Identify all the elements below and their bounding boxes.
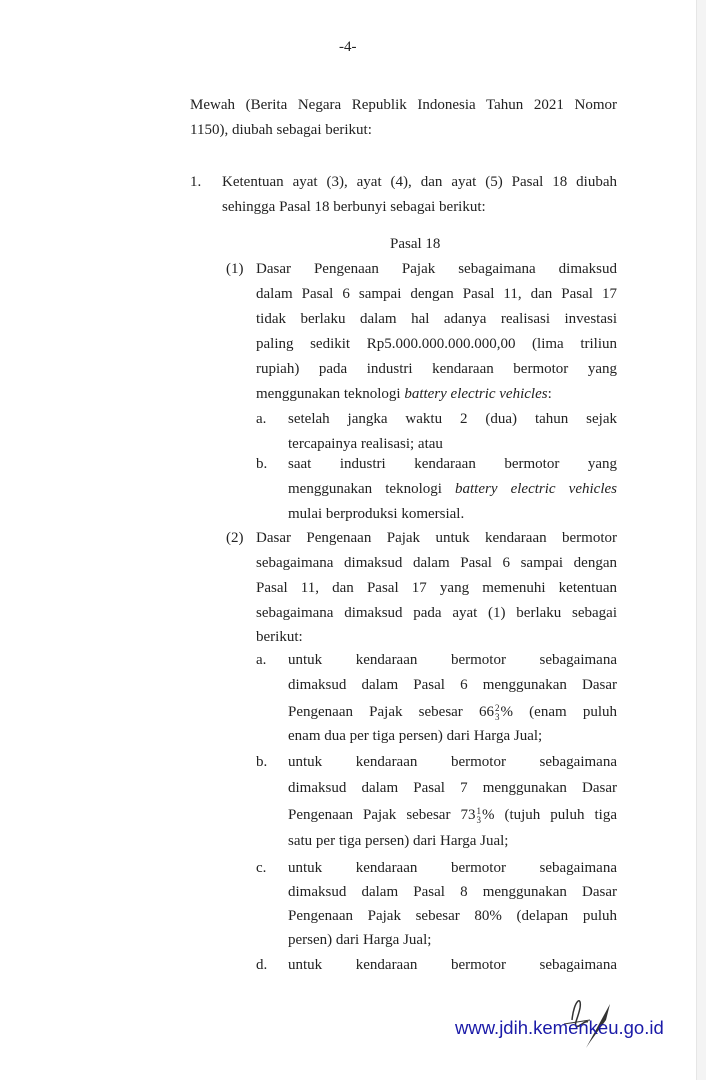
- fraction-den: 3: [495, 711, 500, 722]
- text-segment: dalam Pasal 6 sampai dengan Pasal 11, dan Pasal 17: [256, 286, 617, 302]
- text-line: [256, 579, 617, 597]
- page-number: -4-: [339, 39, 357, 55]
- text-line: [226, 260, 244, 278]
- text-segment: untuk kendaraan bermotor sebagaimana: [288, 860, 617, 876]
- text-line: [256, 385, 552, 403]
- text-segment: d.: [256, 957, 268, 973]
- text-line: [288, 779, 617, 797]
- fraction: [476, 807, 481, 825]
- text-line: [288, 806, 617, 825]
- text-line: [190, 96, 617, 114]
- text-line: [288, 505, 464, 523]
- text-segment: a.: [256, 411, 267, 427]
- text-line: [222, 198, 486, 216]
- text-segment: persen) dari Harga Jual;: [288, 932, 432, 948]
- text-line: [256, 651, 266, 669]
- text-segment: rupiah) pada industri kendaraan bermotor yang: [256, 361, 617, 377]
- text-line: [288, 753, 617, 771]
- text-line: [256, 455, 267, 473]
- text-segment: berikut:: [256, 629, 303, 645]
- text-line: [256, 604, 617, 622]
- text-segment: dimaksud dalam Pasal 6 menggunakan Dasar: [288, 677, 617, 693]
- text-line: [288, 480, 617, 498]
- text-segment: % (tujuh puluh tiga: [481, 807, 617, 823]
- text-line: [288, 727, 542, 745]
- fraction: [495, 704, 500, 722]
- text-segment: tidak berlaku dalam hal adanya realisasi investasi: [256, 311, 617, 327]
- text-line: [256, 310, 617, 328]
- text-line: [390, 235, 440, 253]
- text-segment: sebagaimana dimaksud dalam Pasal 6 sampai dengan: [256, 555, 617, 571]
- text-line: [288, 883, 617, 901]
- text-segment: mulai berproduksi komersial.: [288, 506, 465, 522]
- text-segment: untuk kendaraan bermotor sebagaimana: [288, 754, 617, 770]
- text-line: [288, 410, 617, 428]
- text-segment: :: [547, 386, 552, 402]
- text-segment: sebagaimana dimaksud pada ayat (1) berlaku sebagai: [256, 605, 617, 621]
- text-segment: Dasar Pengenaan Pajak untuk kendaraan bermotor: [256, 530, 617, 546]
- italic-term: battery electric vehicles: [404, 386, 548, 402]
- text-segment: menggunakan teknologi: [256, 386, 405, 402]
- text-segment: 1.: [190, 174, 202, 190]
- fraction-num: 1: [476, 805, 481, 816]
- text-line: [222, 173, 617, 191]
- text-segment: paling sedikit Rp5.000.000.000.000,00 (lima triliun: [256, 336, 617, 352]
- text-segment: dimaksud dalam Pasal 7 menggunakan Dasar: [288, 780, 617, 796]
- text-segment: (2): [226, 530, 244, 546]
- text-segment: Pasal 18: [390, 236, 441, 252]
- text-segment: b.: [256, 456, 268, 472]
- text-segment: Pengenaan Pajak sebesar 80% (delapan puluh: [288, 908, 617, 924]
- text-segment: setelah jangka waktu 2 (dua) tahun sejak: [288, 411, 617, 427]
- text-segment: a.: [256, 652, 267, 668]
- text-segment: untuk kendaraan bermotor sebagaimana: [288, 957, 617, 973]
- text-line: [256, 285, 617, 303]
- text-line: [288, 703, 617, 722]
- text-line: [256, 360, 617, 378]
- text-segment: c.: [256, 860, 267, 876]
- text-line: [256, 859, 266, 877]
- text-line: [288, 832, 508, 850]
- text-line: [288, 651, 617, 669]
- text-line: [256, 260, 617, 278]
- text-line: [256, 554, 617, 572]
- text-segment: Pengenaan Pajak sebesar 66: [288, 704, 494, 720]
- text-segment: Pasal 11, dan Pasal 17 yang memenuhi ketentuan: [256, 580, 617, 596]
- text-segment: sehingga Pasal 18 berbunyi sebagai berikut:: [222, 199, 486, 215]
- text-segment: b.: [256, 754, 268, 770]
- text-segment: Mewah (Berita Negara Republik Indonesia Tahun 2021 Nomor: [190, 97, 617, 113]
- text-line: [256, 628, 303, 646]
- text-segment: saat industri kendaraan bermotor yang: [288, 456, 617, 472]
- text-line: [288, 435, 443, 453]
- text-segment: menggunakan teknologi: [288, 481, 456, 497]
- text-segment: untuk kendaraan bermotor sebagaimana: [288, 652, 617, 668]
- text-line: [190, 121, 372, 139]
- fraction-den: 3: [476, 814, 481, 825]
- text-line: [256, 529, 617, 547]
- text-segment: enam dua per tiga persen) dari Harga Jual;: [288, 728, 543, 744]
- text-line: [256, 410, 266, 428]
- text-segment: Dasar Pengenaan Pajak sebagaimana dimaksud: [256, 261, 617, 277]
- text-segment: 1150), diubah sebagai berikut:: [190, 122, 372, 138]
- text-segment: tercapainya realisasi; atau: [288, 436, 443, 452]
- jdih-website-link[interactable]: www.jdih.kemenkeu.go.id: [455, 1017, 664, 1038]
- italic-term: battery electric vehicles: [455, 481, 617, 497]
- fraction-num: 2: [495, 702, 500, 713]
- text-line: [256, 956, 267, 974]
- text-line: [256, 335, 617, 353]
- text-line: [288, 956, 617, 974]
- text-segment: satu per tiga persen) dari Harga Jual;: [288, 833, 509, 849]
- text-line: [226, 529, 244, 547]
- text-line: [256, 753, 267, 771]
- page-edge: [696, 0, 706, 1080]
- text-segment: Ketentuan ayat (3), ayat (4), dan ayat (5) Pasal 18 diubah: [222, 174, 617, 190]
- text-line: [288, 859, 617, 877]
- text-line: [288, 676, 617, 694]
- text-line: [288, 931, 431, 949]
- text-line: [190, 173, 201, 191]
- text-line: [288, 455, 617, 473]
- text-line: [288, 907, 617, 925]
- text-segment: (1): [226, 261, 244, 277]
- text-segment: dimaksud dalam Pasal 8 menggunakan Dasar: [288, 884, 617, 900]
- text-segment: % (enam puluh: [500, 704, 618, 720]
- text-segment: Pengenaan Pajak sebesar 73: [288, 807, 476, 823]
